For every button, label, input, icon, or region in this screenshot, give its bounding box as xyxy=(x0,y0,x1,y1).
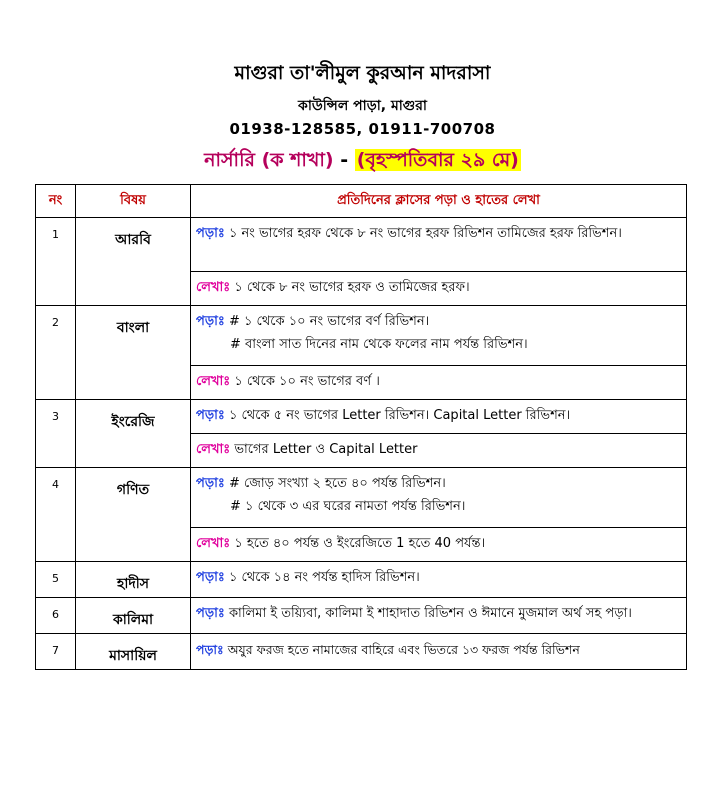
reading-text: অযুর ফরজ হতে নামাজের বাহিরে এবং ভিতরে ১৩ ফরজ পর্যন্ত রিভিশন xyxy=(227,642,580,657)
read-label: পড়াঃ xyxy=(196,476,225,491)
phone-numbers: 01938-128585, 01911-700708 xyxy=(229,120,496,138)
class-day-heading xyxy=(0,146,725,178)
header-task: প্রতিদিনের ক্লাসের পড়া ও হাতের লেখা xyxy=(191,185,687,218)
reading-text: ১ থেকে ৫ নং ভাগের Letter রিভিশন। Capital Letter রিভিশন। xyxy=(228,408,571,423)
row-number: 2 xyxy=(36,306,76,400)
row-subject: হাদীস xyxy=(76,562,191,598)
table-header-row xyxy=(36,185,687,218)
table-row xyxy=(36,400,687,434)
table-row xyxy=(36,306,687,366)
reading-task xyxy=(191,218,687,272)
write-label: লেখাঃ xyxy=(196,374,231,389)
write-label: লেখাঃ xyxy=(196,536,231,551)
writing-task xyxy=(191,366,687,400)
writing-task xyxy=(191,434,687,468)
reading-line-2: # ১ থেকে ৩ এর ঘরের নামতা পর্যন্ত রিভিশন। xyxy=(230,499,466,514)
routine-table xyxy=(35,184,687,670)
read-label: পড়াঃ xyxy=(196,606,225,621)
read-label: পড়াঃ xyxy=(196,642,224,657)
reading-task xyxy=(191,306,687,366)
reading-text: কালিমা ই তয়্যিবা, কালিমা ই শাহাদাত রিভিশন ও ঈমানে মুজমাল অর্থ সহ পড়া। xyxy=(228,606,632,621)
heading-separator: - xyxy=(333,149,355,171)
write-label: লেখাঃ xyxy=(196,280,231,295)
writing-task xyxy=(191,272,687,306)
table-row xyxy=(36,634,687,670)
reading-task xyxy=(191,562,687,598)
reading-line-2: # বাংলা সাত দিনের নাম থেকে ফলের নাম পর্যন্ত রিভিশন। xyxy=(230,337,528,352)
day-highlight: (বৃহস্পতিবার ২৯ মে) xyxy=(356,149,519,171)
writing-text: ১ হতে ৪০ পর্যন্ত ও ইংরেজিতে 1 হতে 40 পর্যন্ত। xyxy=(234,536,486,551)
row-subject: কালিমা xyxy=(76,598,191,634)
row-subject: আরবি xyxy=(76,218,191,306)
row-number: 5 xyxy=(36,562,76,598)
table-row xyxy=(36,598,687,634)
read-label: পড়াঃ xyxy=(196,226,225,241)
reading-task xyxy=(191,468,687,528)
table-row xyxy=(36,468,687,528)
row-number: 6 xyxy=(36,598,76,634)
writing-text: ভাগের Letter ও Capital Letter xyxy=(234,442,418,457)
table-row xyxy=(36,562,687,598)
header-no: নং xyxy=(36,185,76,218)
reading-line-1: # ১ থেকে ১০ নং ভাগের বর্ণ রিভিশন। xyxy=(228,314,430,329)
table-row xyxy=(36,218,687,272)
read-label: পড়াঃ xyxy=(196,314,225,329)
row-subject: মাসায়িল xyxy=(76,634,191,670)
reading-task xyxy=(191,598,687,634)
header-subject: বিষয় xyxy=(76,185,191,218)
read-label: পড়াঃ xyxy=(196,408,225,423)
row-subject: ইংরেজি xyxy=(76,400,191,468)
row-number: 3 xyxy=(36,400,76,468)
row-number: 4 xyxy=(36,468,76,562)
row-subject: গণিত xyxy=(76,468,191,562)
class-name: নার্সারি (ক শাখা) xyxy=(204,149,334,171)
reading-task xyxy=(191,400,687,434)
writing-text: ১ থেকে ১০ নং ভাগের বর্ণ । xyxy=(234,374,380,389)
reading-text: ১ থেকে ১৪ নং পর্যন্ত হাদিস রিভিশন। xyxy=(228,570,420,585)
madrasa-address: কাউন্সিল পাড়া, মাগুরা xyxy=(298,98,427,114)
write-label: লেখাঃ xyxy=(196,442,231,457)
row-number: 1 xyxy=(36,218,76,306)
madrasa-title: মাগুরা তা'লীমুল কুরআন মাদরাসা xyxy=(234,62,491,84)
row-number: 7 xyxy=(36,634,76,670)
reading-text: ১ নং ভাগের হরফ থেকে ৮ নং ভাগের হরফ রিভিশন তামিজের হরফ রিভিশন। xyxy=(228,226,622,241)
reading-line-1: # জোড় সংখ্যা ২ হতে ৪০ পর্যন্ত রিভিশন। xyxy=(228,476,446,491)
reading-task xyxy=(191,634,687,670)
writing-text: ১ থেকে ৮ নং ভাগের হরফ ও তামিজের হরফ। xyxy=(234,280,470,295)
read-label: পড়াঃ xyxy=(196,570,225,585)
row-subject: বাংলা xyxy=(76,306,191,400)
writing-task xyxy=(191,528,687,562)
